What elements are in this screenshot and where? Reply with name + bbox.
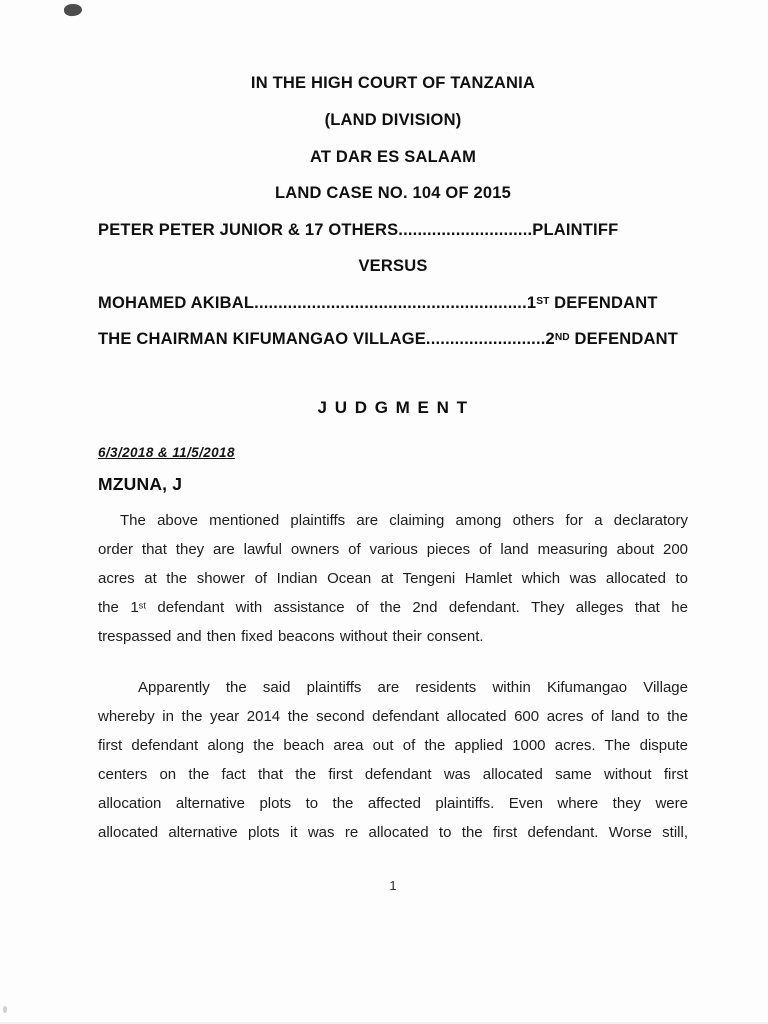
scan-dot-artifact: [3, 1006, 7, 1013]
paragraph-line: allocation alternative plots to the affected plaintiffs. Even where they were: [98, 795, 688, 812]
paragraph-line: order that they are lawful owners of various pieces of land measuring about 200: [98, 541, 688, 558]
scan-smudge-artifact: [63, 3, 82, 17]
paragraph-line: trespassed and then fixed beacons without their consent.: [98, 628, 484, 645]
court-title: IN THE HIGH COURT OF TANZANIA: [250, 74, 536, 92]
judgment-heading: J U D G M E N T: [317, 398, 469, 417]
paragraph-line: The above mentioned plaintiffs are claiming among others for a declaratory: [120, 512, 688, 529]
paragraph-line: the 1st defendant with assistance of the 2nd defendant. They alleges that he: [98, 599, 688, 616]
paragraph-line: Apparently the said plaintiffs are residents within Kifumangao Village: [138, 679, 688, 696]
hearing-dates: 6/3/2018 & 11/5/2018: [98, 445, 235, 460]
versus-label: VERSUS: [358, 257, 428, 275]
paragraph-line: centers on the fact that the first defendant was allocated same without first: [98, 766, 688, 783]
judgment-paragraph-1: [98, 506, 688, 651]
court-registry: AT DAR ES SALAAM: [309, 148, 477, 166]
judge-name: MZUNA, J: [98, 474, 183, 494]
paragraph-line: acres at the shower of Indian Ocean at Tengeni Hamlet which was allocated to: [98, 570, 688, 587]
paragraph-line: first defendant along the beach area out of the applied 1000 acres. The dispute: [98, 737, 688, 754]
paragraph-line: allocated alternative plots it was re allocated to the first defendant. Worse still,: [98, 824, 688, 841]
judgment-paragraph-2: [98, 673, 688, 847]
paragraph-line: whereby in the year 2014 the second defendant allocated 600 acres of land to the: [98, 708, 688, 725]
case-number: LAND CASE NO. 104 OF 2015: [274, 184, 512, 202]
court-division: (LAND DIVISION): [324, 111, 462, 129]
page-number: 1: [389, 878, 397, 893]
defendant1-line: MOHAMED AKIBAL.........................................................1ST DEFENDANT: [98, 294, 658, 312]
plaintiff-line: PETER PETER JUNIOR & 17 OTHERS............................PLAINTIFF: [98, 221, 619, 239]
defendant2-line: THE CHAIRMAN KIFUMANGAO VILLAGE.........................2ND DEFENDANT: [98, 330, 679, 348]
